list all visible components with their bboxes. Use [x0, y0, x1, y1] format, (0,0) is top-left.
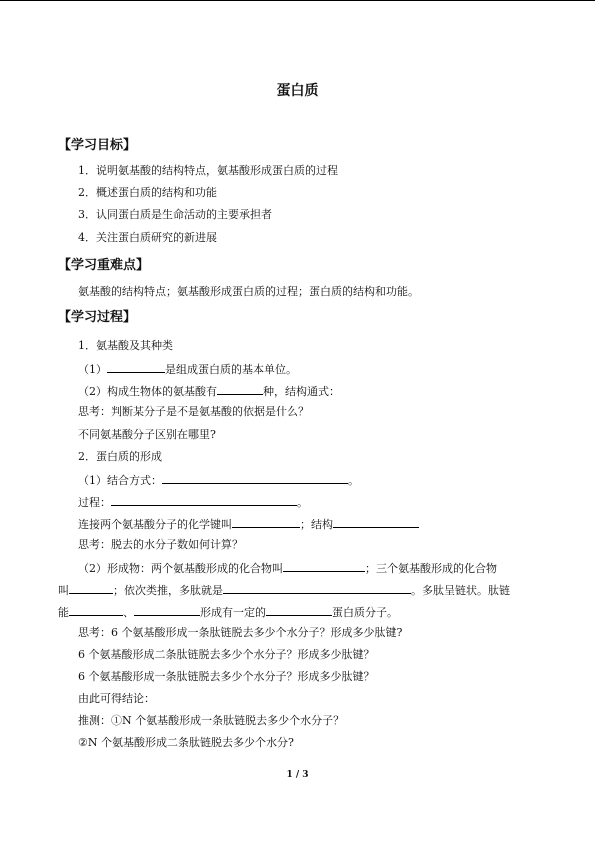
- fill-blank: [69, 582, 113, 594]
- process-line: 1．氨基酸及其种类: [78, 339, 173, 352]
- process-line: ②N 个氨基酸形成二条肽链脱去多少个水分?: [78, 736, 294, 749]
- text-span: （1）: [78, 363, 107, 376]
- process-line: 思考：6 个氨基酸形成一条肽链脱去多少个水分子？形成多少肽键?: [78, 626, 403, 639]
- text-span: 是组成蛋白质的基本单位。: [165, 363, 297, 376]
- key-text: 氨基酸的结构特点；氨基酸形成蛋白质的过程；蛋白质的结构和功能。: [78, 285, 419, 298]
- page-title: 蛋白质: [276, 83, 319, 99]
- fill-blank: [223, 582, 411, 594]
- process-line: [78, 361, 297, 377]
- text-span: 。多肽呈链状。肽链: [411, 584, 510, 597]
- fill-blank: [69, 604, 123, 616]
- process-line: [78, 560, 497, 576]
- process-line: [58, 604, 398, 620]
- fill-blank: [217, 383, 263, 395]
- text-span: 种，结构通式：: [263, 385, 340, 398]
- process-line: 6 个氨基酸形成二条肽链脱去多少个水分子？形成多少肽键？: [78, 648, 375, 661]
- process-line: [78, 383, 340, 399]
- page-number: 1 / 3: [286, 770, 309, 780]
- text-span: 叫: [58, 584, 69, 597]
- process-line: [58, 582, 510, 598]
- fill-blank: [333, 516, 419, 528]
- goal-item: 2．概述蛋白质的结构和功能: [78, 186, 217, 199]
- process-line: 思考：判断某分子是不是氨基酸的依据是什么？: [78, 405, 309, 418]
- text-span: 形成有一定的: [200, 606, 266, 619]
- goal-item: 4．关注蛋白质研究的新进展: [78, 231, 217, 244]
- text-span: ；结构: [300, 518, 333, 531]
- text-span: （1）结合方式：: [78, 474, 162, 487]
- text-span: （2）构成生物体的氨基酸有: [78, 385, 217, 398]
- goal-item: 1．说明氨基酸的结构特点，氨基酸形成蛋白质的过程: [78, 164, 338, 177]
- text-span: （2）形成物：两个氨基酸形成的化合物叫: [78, 562, 283, 575]
- process-heading: 【学习过程】: [58, 310, 137, 325]
- text-span: 。: [348, 474, 359, 487]
- fill-blank: [107, 361, 165, 373]
- process-line: 2．蛋白质的形成: [78, 450, 162, 463]
- key-heading: 【学习重难点】: [58, 258, 150, 273]
- process-line: [78, 472, 359, 488]
- fill-blank: [232, 516, 300, 528]
- process-line: 推测：①N 个氨基酸形成一条肽链脱去多少个水分子？: [78, 714, 345, 727]
- fill-blank: [134, 604, 200, 616]
- text-span: 、: [123, 606, 134, 619]
- text-span: 过程：: [78, 496, 111, 509]
- process-line: [78, 494, 308, 510]
- goal-item: 3．认同蛋白质是生命活动的主要承担者: [78, 208, 272, 221]
- process-line: 6 个氨基酸形成一条肽链脱去多少个水分子？形成多少肽键？: [78, 670, 375, 683]
- text-span: 能: [58, 606, 69, 619]
- process-line: 不同氨基酸分子区别在哪里?: [78, 428, 216, 441]
- fill-blank: [283, 560, 365, 572]
- process-line: [78, 516, 419, 532]
- process-line: 思考：脱去的水分子数如何计算？: [78, 538, 243, 551]
- text-span: ；三个氨基酸形成的化合物: [365, 562, 497, 575]
- goals-heading: 【学习目标】: [58, 138, 137, 153]
- text-span: 连接两个氨基酸分子的化学键叫: [78, 518, 232, 531]
- fill-blank: [266, 604, 332, 616]
- text-span: 蛋白质分子。: [332, 606, 398, 619]
- text-span: 。: [297, 496, 308, 509]
- fill-blank: [162, 472, 348, 484]
- process-line: 由此可得结论：: [78, 692, 155, 705]
- fill-blank: [111, 494, 297, 506]
- text-span: ；依次类推，多肽就是: [113, 584, 223, 597]
